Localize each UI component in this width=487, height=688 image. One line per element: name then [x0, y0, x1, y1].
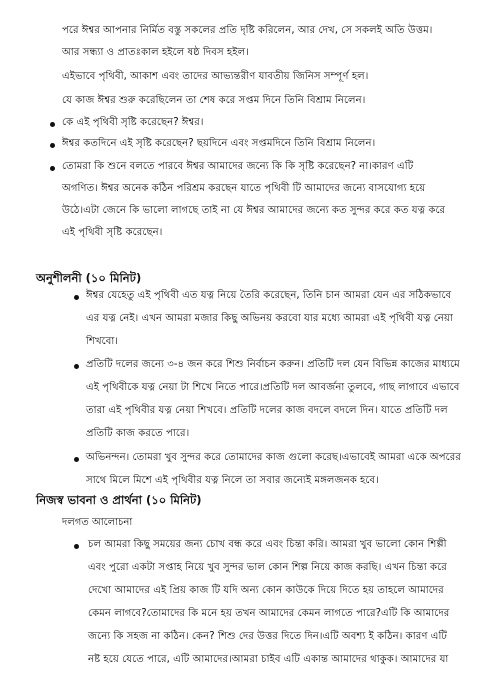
- bullet-dot: [74, 457, 79, 462]
- practice-item: সাথে মিলে মিশে এই পৃথিবীর যত্ন নিলে তা সবার জন্যেই মঙ্গলজনক হবে।: [86, 475, 379, 486]
- qa-item: উঠে।এটা জেনে কি ভালো লাগছে তাই না যে ঈশ্বর আমাদের জন্যে কত সুন্দর করে কত যত্ন করে: [62, 205, 446, 216]
- bullet-dot: [74, 295, 79, 300]
- practice-item: শিখবো।: [86, 336, 118, 347]
- practice-item: প্রতিটি দলের জন্যে ৩-৪ জন করে শিশু নির্বাচন করুন। প্রতিটি দল যেন বিভিন্ন কাজের মাধ্যমে: [86, 359, 460, 370]
- reflection-item: জন্যে কি সহজ না কঠিন। কেন? শিশু দের উত্তর দিতে দিন।এটি অবশ্য ই কঠিন। কারণ এটি: [88, 631, 447, 642]
- reflection-item: কেমন লাগবে?তোমাদের কি মনে হয় তখন আমাদের কেমন লাগতে পারে?এটি কি আমাদের: [88, 608, 450, 619]
- bullet-dot: [50, 166, 55, 171]
- practice-item: ঈশ্বর যেহেতু এই পৃথিবী এত যত্ন নিয়ে তৈরি করেছেন, তিনি চান আমরা যেন এর সঠিকভাবে: [86, 290, 452, 301]
- text-line: এইভাবে পৃথিবী, আকাশ এবং তাদের আভ্যন্তরীণ যাবতীয় জিনিস সম্পূর্ণ হল।: [62, 71, 369, 82]
- qa-item: ঈশ্বর কতদিনে এই সৃষ্টি করেছেন? ছয়দিনে এবং সপ্তমদিনে তিনি বিশ্রাম নিলেন।: [62, 138, 376, 149]
- qa-item: অগণিত। ঈশ্বর অনেক কঠিন পরিশ্রম করছেন যাতে পৃথিবী টি আমাদের জন্যে বাসযোগ্য হয়ে: [62, 183, 426, 194]
- bullet-dot: [74, 364, 79, 369]
- bullet-dot: [50, 122, 55, 127]
- practice-item: প্রতিটি কাজ করতে পারে।: [86, 428, 190, 439]
- qa-item: কে এই পৃথিবী সৃষ্টি করেছেন? ঈশ্বর।: [62, 117, 204, 128]
- reflection-item: দেখো আমাদের এই প্রিয় কাজ টি যদি অন্য কোন কাউকে দিয়ে দিতে হয় তাহলে আমাদের: [88, 585, 444, 596]
- text-line: পরে ঈশ্বর আপনার নির্মিত বস্তু সকলের প্রতি দৃষ্টি করিলেন, আর দেখ, সে সকলই অতি উত্তম।: [62, 25, 433, 36]
- qa-item: তোমরা কি শুনে বলতে পারবে ঈশ্বর আমাদের জন্যে কি কি সৃষ্টি করেছেন? না।কারণ এটি: [62, 161, 414, 172]
- text-line: যে কাজ ঈশ্বর শুরু করেছিলেন তা শেষ করে সপ্তম দিনে তিনি বিশ্রাম নিলেন।: [62, 95, 366, 106]
- bullet-dot: [50, 143, 55, 148]
- reflection-item: এবং পুরো একটা সপ্তাহ নিয়ে খুব সুন্দর ভাল কোন শিল্প নিয়ে কাজ করছি। এখন চিন্তা করে: [88, 562, 447, 573]
- section-heading-practice: অনুশীলনী (১০ মিনিট): [36, 271, 142, 285]
- reflection-item: চল আমরা কিছু সময়ের জন্য চোখ বন্ধ করে এবং চিন্তা করি। আমরা খুব ভালো কোন শিল্পী: [88, 539, 447, 550]
- section-heading-reflection: নিজস্ব ভাবনা ও প্রার্থনা (১০ মিনিট): [36, 493, 202, 507]
- subheading-group-discussion: দলগত আলোচনা: [62, 517, 133, 528]
- reflection-item: নষ্ট হয়ে যেতে পারে, এটি আমাদের।আমরা চাইব এটি একান্ত আমাদের থাকুক। আমাদের যা: [88, 654, 449, 665]
- practice-item: এই পৃথিবীকে যত্ন নেয়া টা শিখে নিতে পারে।প্রতিটি দল আবর্জনা তুলবে, গাছ লাগাবে এভাবে: [86, 382, 460, 393]
- practice-item: এর যত্ন নেই। এখন আমরা মজার কিছু অভিনয় করবো যার মধ্যে আমরা এই পৃথিবী যত্ন নেয়া: [86, 313, 453, 324]
- practice-item: অভিনন্দন। তোমরা খুব সুন্দর করে তোমাদের কাজ গুলো করেছ।এভাবেই আমরা একে অপরের: [86, 452, 461, 463]
- qa-item: এই পৃথিবী সৃষ্টি করেছেন।: [62, 227, 163, 238]
- bullet-dot: [74, 544, 79, 549]
- text-line: আর সন্ধ্যা ও প্রাতঃকাল হইলে ষষ্ঠ দিবস হইল।: [62, 47, 249, 58]
- practice-item: তারা এই পৃথিবীর যত্ন নেয়া শিখবে। প্রতিটি দলের কাজ বদলে বদলে দিন। যাতে প্রতিটি দল: [86, 405, 448, 416]
